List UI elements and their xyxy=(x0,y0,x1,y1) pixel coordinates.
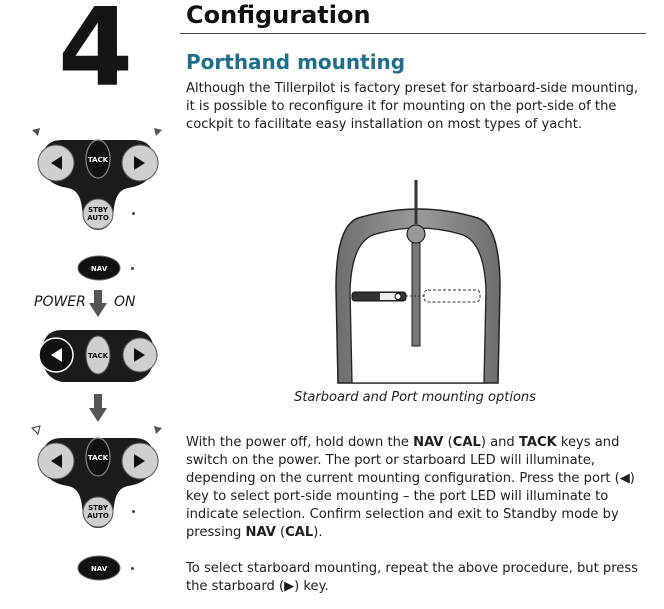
nav-key-2[interactable] xyxy=(76,554,122,582)
keypad-diagram-3 xyxy=(28,424,168,534)
tack-key-label: TACK xyxy=(87,156,109,164)
power-label: POWER xyxy=(34,294,86,310)
nav-key-label: NAV xyxy=(90,265,108,273)
led-starboard-off-icon xyxy=(154,426,162,434)
instr-text: ) and xyxy=(480,435,519,450)
nav-key-1[interactable] xyxy=(76,254,122,282)
title-divider xyxy=(180,33,646,34)
nav-led-dot xyxy=(131,567,134,570)
pilot-starboard-label xyxy=(380,293,396,300)
instructions-paragraph xyxy=(186,434,646,542)
section-title: Configuration xyxy=(186,1,371,29)
auto-label: AUTO xyxy=(87,512,109,520)
tack-key-label: TACK xyxy=(87,454,109,462)
figure-caption: Starboard and Port mounting options xyxy=(294,390,536,405)
starboard-paragraph: To select starboard mounting, repeat the above procedure, but press the starboard (▶) key. xyxy=(186,561,638,594)
auto-label: AUTO xyxy=(87,214,109,222)
sequence-arrow-down-icon xyxy=(88,394,108,424)
tack-key-label: TACK xyxy=(87,352,109,360)
on-label: ON xyxy=(114,294,136,310)
nav-key-ref: NAV xyxy=(413,435,444,450)
led-port-on-icon xyxy=(32,426,40,434)
pilot-starboard-pin xyxy=(395,294,401,300)
cal-key-ref: CAL xyxy=(452,435,481,450)
step-number: 4 xyxy=(58,0,130,111)
stby-label: STBY xyxy=(88,504,108,512)
keypad-diagram-1 xyxy=(28,126,168,236)
nav-led-dot xyxy=(131,267,134,270)
instr-text: ( xyxy=(443,435,453,450)
power-arrow-down-icon xyxy=(88,290,108,318)
cal-key-ref: CAL xyxy=(285,525,314,540)
stby-led-dot xyxy=(132,510,135,513)
keypad-diagram-2 xyxy=(28,324,168,388)
rudder-head xyxy=(407,225,425,243)
instr-text: ). xyxy=(313,525,323,540)
instr-text: keys and switch on the power. The port or starboard LED will illuminate, depending on the current mounting configuration. Press the port (◀) key to select port-side mounting – the port LED will illuminate to indicate selection. Confirm selection and exit to Standby mode by pressing xyxy=(186,435,635,540)
stby-led-dot xyxy=(132,212,135,215)
mounting-diagram xyxy=(328,178,508,388)
led-port-off-icon xyxy=(32,128,40,136)
tiller xyxy=(412,228,420,346)
instr-text: ( xyxy=(275,525,286,540)
stby-label: STBY xyxy=(88,206,108,214)
nav-key-ref: NAV xyxy=(245,525,276,540)
intro-paragraph: Although the Tillerpilot is factory preset for starboard-side mounting, it is possible to reconfigure it for mounting on the port-side of the cockpit to facilitate easy installation on most types of yacht. xyxy=(186,81,639,132)
tack-key-ref: TACK xyxy=(518,435,557,450)
led-starboard-off-icon xyxy=(154,128,162,136)
sub-title: Porthand mounting xyxy=(186,50,406,74)
nav-key-label: NAV xyxy=(90,565,108,573)
instr-text: With the power off, hold down the xyxy=(186,435,414,450)
